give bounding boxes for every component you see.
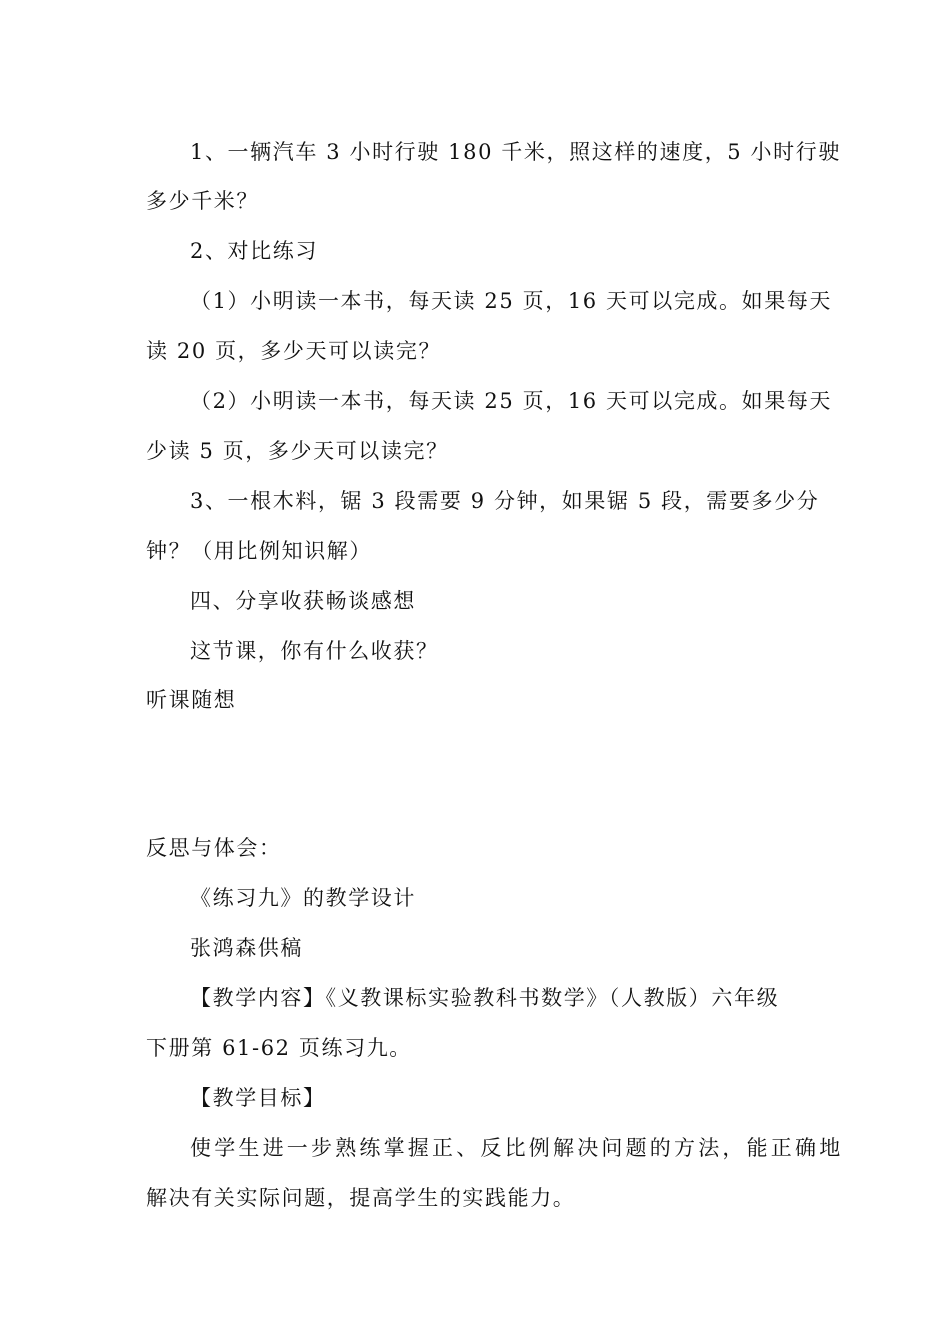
problem-2-1-line-1: （1）小明读一本书，每天读 25 页，16 天可以完成。如果每天 <box>190 289 833 313</box>
contributor-line: 张鸿森供稿 <box>190 936 303 960</box>
problem-1-line-1: 1、一辆汽车 3 小时行驶 180 千米，照这样的速度，5 小时行驶 <box>190 140 841 164</box>
reflection-question: 这节课，你有什么收获？ <box>190 639 439 663</box>
problem-2-2-line-1: （2）小明读一本书，每天读 25 页，16 天可以完成。如果每天 <box>190 389 833 413</box>
lesson-title: 《练习九》的教学设计 <box>190 886 416 910</box>
problem-2-2-line-2: 少读 5 页，多少天可以读完？ <box>146 439 449 463</box>
teaching-goals-heading: 【教学目标】 <box>190 1086 326 1110</box>
teaching-content-line-2: 下册第 61-62 页练习九。 <box>146 1036 412 1060</box>
teaching-goals-line-2: 解决有关实际问题，提高学生的实践能力。 <box>146 1186 576 1210</box>
problem-2-1-line-2: 读 20 页，多少天可以读完？ <box>146 339 442 363</box>
section-4-heading: 四、分享收获畅谈感想 <box>190 589 416 613</box>
teaching-content-line-1: 【教学内容】《义教课标实验教科书数学》（人教版）六年级 <box>190 986 780 1010</box>
problem-1-line-2: 多少千米？ <box>146 189 259 213</box>
notes-heading: 听课随想 <box>146 688 237 712</box>
problem-3-line-2: 钟？（用比例知识解） <box>146 539 372 563</box>
problem-2-heading: 2、对比练习 <box>190 239 318 263</box>
problem-3-line-1: 3、一根木料，锯 3 段需要 9 分钟，如果锯 5 段，需要多少分 <box>190 489 820 513</box>
teaching-goals-line-1: 使学生进一步熟练掌握正、反比例解决问题的方法，能正确地 <box>190 1136 844 1160</box>
reflection-heading: 反思与体会： <box>146 836 282 860</box>
